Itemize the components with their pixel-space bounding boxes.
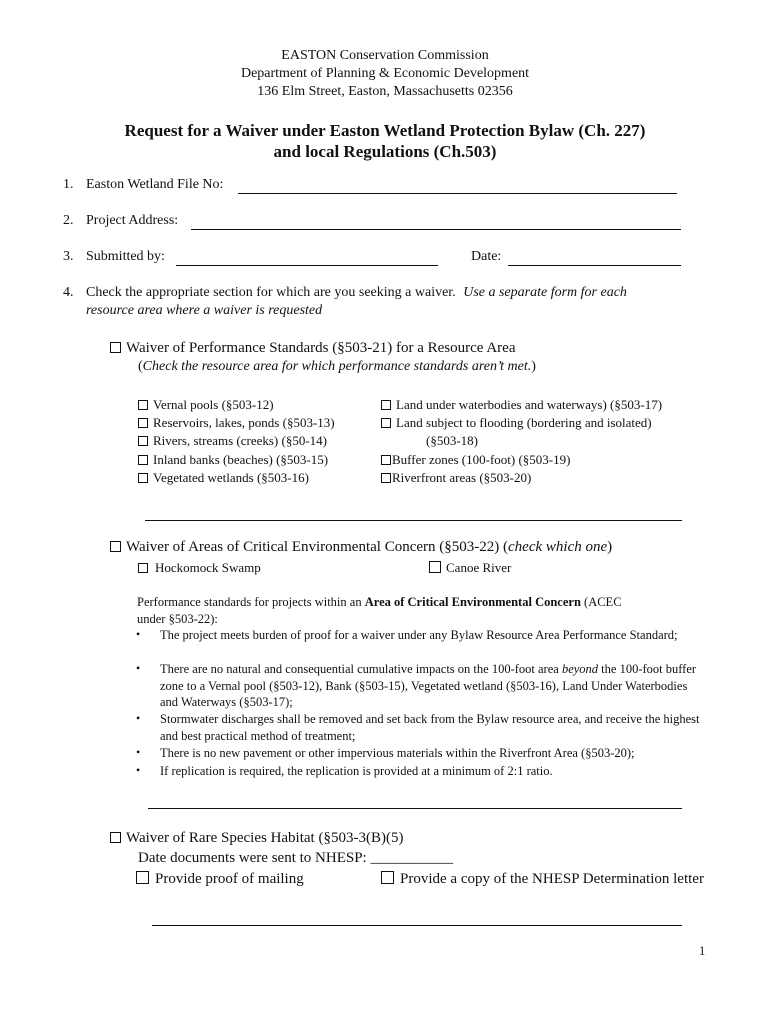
rare-species-option[interactable]: Waiver of Rare Species Habitat (§503-3(B)(5): [110, 830, 403, 847]
performance-standards-label: Waiver of Performance Standards (§503-21) for a Resource Area: [126, 340, 516, 356]
checkbox-icon[interactable]: [138, 436, 148, 446]
date-field[interactable]: [508, 265, 681, 266]
checkbox-icon[interactable]: [381, 455, 391, 465]
checkbox-vernal-pools[interactable]: Vernal pools (§503-12): [138, 397, 274, 413]
bullet-icon: •: [136, 661, 141, 675]
file-no-label: Easton Wetland File No:: [86, 177, 224, 192]
bullet-icon: •: [136, 711, 141, 725]
checkbox-canoe-river[interactable]: Canoe River: [429, 560, 511, 576]
checkbox-icon[interactable]: [381, 418, 391, 428]
nhesp-date-line: Date documents were sent to NHESP: ___________: [138, 850, 453, 866]
acec-bullet-1: The project meets burden of proof for a waiver under any Bylaw Resource Area Performance Standard;: [160, 628, 678, 642]
checkbox-icon[interactable]: [381, 871, 394, 884]
date-label: Date:: [471, 249, 502, 264]
checkbox-nhesp-letter[interactable]: Provide a copy of the NHESP Determination letter: [381, 871, 704, 888]
header-commission: EASTON Conservation Commission: [281, 48, 489, 63]
checkbox-icon[interactable]: [381, 400, 391, 410]
item2-number: 2.: [63, 213, 74, 228]
item4-italic-note: Use a separate form for each: [463, 285, 627, 300]
item4-number: 4.: [63, 285, 74, 300]
item4-text: Check the appropriate section for which are you seeking a waiver.: [86, 285, 456, 300]
acec-waiver-option[interactable]: Waiver of Areas of Critical Environmental Concern (§503-22) (check which one): [110, 539, 612, 556]
performance-standards-checkbox[interactable]: [110, 342, 121, 353]
checkbox-hockomock-swamp[interactable]: Hockomock Swamp: [138, 560, 261, 576]
performance-note: (Check the resource area for which performance standards aren’t met.): [138, 359, 536, 374]
submitted-by-label: Submitted by:: [86, 249, 165, 264]
bullet-icon: •: [136, 627, 141, 641]
bullet-icon: •: [136, 745, 141, 759]
form-title-line1: Request for a Waiver under Easton Wetland Protection Bylaw (Ch. 227): [124, 121, 646, 140]
land-subject-flooding-section: (§503-18): [426, 433, 478, 448]
checkbox-land-subject-flooding[interactable]: Land subject to flooding (bordering and isolated): [381, 415, 652, 431]
checkbox-vegetated-wetlands[interactable]: Vegetated wetlands (§503-16): [138, 470, 309, 486]
acec-bullet-3: Stormwater discharges shall be removed and set back from the Bylaw resource area, and receive the highest and best practical method of treatment;: [160, 712, 700, 743]
checkbox-icon[interactable]: [138, 400, 148, 410]
acec-paragraph: Performance standards for projects within an Area of Critical Environmental Concern (ACEC: [137, 595, 622, 609]
acec-bullet-4: There is no new pavement or other impervious materials within the Riverfront Area (§503-20);: [160, 746, 635, 760]
checkbox-icon[interactable]: [429, 561, 441, 573]
section-divider: [145, 520, 682, 521]
submitted-by-field[interactable]: [176, 265, 438, 266]
header-department: Department of Planning & Economic Development: [240, 66, 530, 81]
checkbox-icon[interactable]: [381, 473, 391, 483]
checkbox-proof-of-mailing[interactable]: Provide proof of mailing: [136, 871, 304, 888]
header-address: 136 Elm Street, Easton, Massachusetts 02356: [257, 84, 513, 99]
page-number: 1: [699, 944, 706, 958]
checkbox-icon[interactable]: [138, 563, 148, 573]
acec-bullet-2: There are no natural and consequential cumulative impacts on the 100-foot area beyond the 100-foot buffer zone to a Vernal pool (§503-12), Bank (§503-15), Vegetated wetland (§503-16), Land Under Waterbodies and Waterways (§503-17);: [160, 662, 697, 709]
item3-number: 3.: [63, 249, 74, 264]
item4-instruction: [86, 285, 627, 301]
checkbox-reservoirs[interactable]: Reservoirs, lakes, ponds (§503-13): [138, 415, 335, 431]
checkbox-icon[interactable]: [138, 418, 148, 428]
section-divider: [148, 808, 682, 809]
checkbox-rivers-streams[interactable]: Rivers, streams (creeks) (§50-14): [138, 433, 327, 449]
acec-waiver-checkbox[interactable]: [110, 541, 121, 552]
checkbox-icon[interactable]: [138, 455, 148, 465]
checkbox-icon[interactable]: [138, 473, 148, 483]
checkbox-land-under-waterbodies[interactable]: Land under waterbodies and waterways) (§503-17): [381, 397, 662, 413]
project-address-field[interactable]: [191, 229, 681, 230]
acec-paragraph-cont: under §503-22):: [137, 612, 218, 626]
section-divider: [152, 925, 682, 926]
acec-bullet-5: If replication is required, the replication is provided at a minimum of 2:1 ratio.: [160, 764, 553, 778]
checkbox-buffer-zones[interactable]: Buffer zones (100-foot) (§503-19): [381, 452, 570, 468]
item4-italic-note-cont: resource area where a waiver is requested: [86, 303, 323, 318]
file-no-field[interactable]: [238, 193, 677, 194]
checkbox-riverfront-areas[interactable]: Riverfront areas (§503-20): [381, 470, 531, 486]
project-address-label: Project Address:: [86, 213, 179, 228]
rare-species-checkbox[interactable]: [110, 832, 121, 843]
performance-standards-option[interactable]: [110, 340, 515, 357]
item1-number: 1.: [63, 177, 74, 192]
bullet-icon: •: [136, 763, 141, 777]
checkbox-inland-banks[interactable]: Inland banks (beaches) (§503-15): [138, 452, 328, 468]
checkbox-icon[interactable]: [136, 871, 149, 884]
form-title-line2: and local Regulations (Ch.503): [273, 142, 497, 161]
